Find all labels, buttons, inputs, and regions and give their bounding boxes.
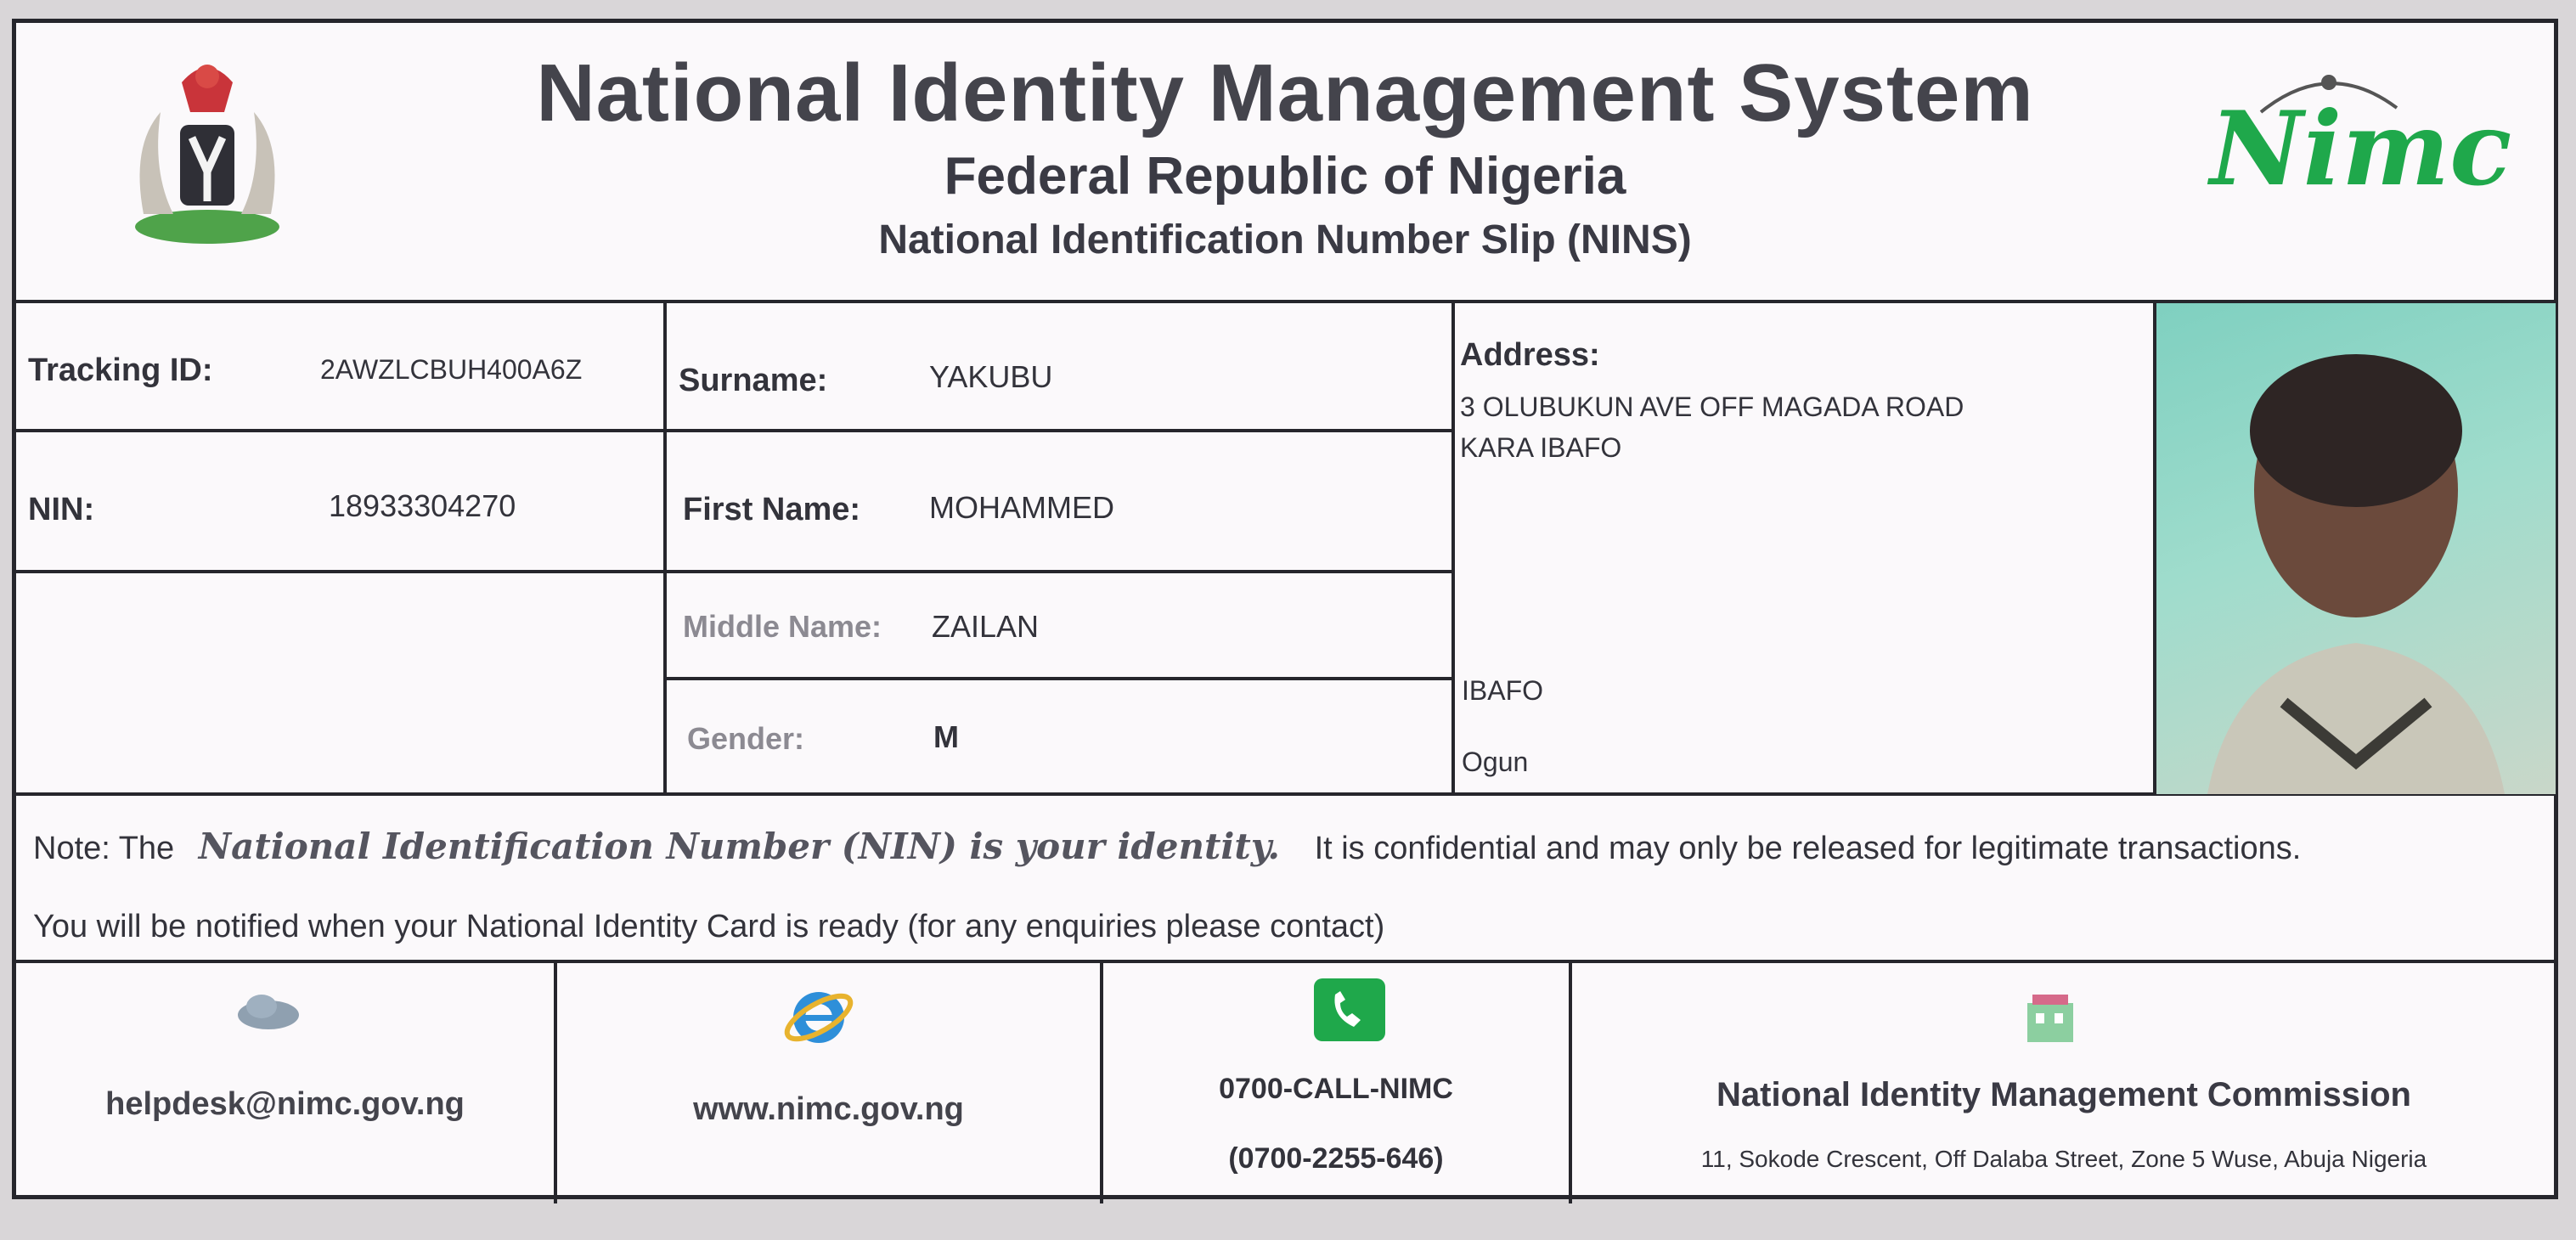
gender-value: M <box>933 719 959 754</box>
tracking-id-value: 2AWZLCBUH400A6Z <box>320 354 583 385</box>
commission-name: National Identity Management Commission <box>1716 1076 2411 1113</box>
middle-name-label: Middle Name: <box>683 609 882 644</box>
address-label: Address: <box>1460 337 1600 373</box>
nimc-logo <box>2201 48 2512 227</box>
building-icon <box>2021 991 2080 1046</box>
gender-label: Gender: <box>687 721 805 756</box>
divider <box>16 570 1455 573</box>
note-line <box>33 826 2301 867</box>
nimc-logo-text: Nimc <box>2210 89 2512 209</box>
nin-value: 18933304270 <box>329 488 516 523</box>
phone-icon <box>1311 976 1388 1044</box>
state-value: Ogun <box>1462 747 1529 777</box>
slip-header <box>16 23 2554 303</box>
divider <box>1451 300 1455 794</box>
surname-label: Surname: <box>679 363 828 398</box>
contact-phone[interactable]: 0700-CALL-NIMC <box>1219 1073 1453 1105</box>
contact-website[interactable]: www.nimc.gov.ng <box>693 1091 964 1127</box>
contact-phone-digits[interactable]: (0700-2255-646) <box>1228 1142 1444 1175</box>
first-name-value: MOHAMMED <box>929 490 1114 525</box>
town-value: IBAFO <box>1462 675 1544 706</box>
first-name-label: First Name: <box>683 492 861 527</box>
note-suffix: It is confidential and may only be released for legitimate transactions. <box>1314 831 2302 866</box>
slip-title: National Identification Number Slip (NINS) <box>878 217 1692 262</box>
page-subtitle: Federal Republic of Nigeria <box>944 147 1626 206</box>
holder-photo <box>2156 303 2556 794</box>
address-line-1: 3 OLUBUKUN AVE OFF MAGADA ROAD <box>1460 392 1964 422</box>
nins-slip <box>12 19 2558 1199</box>
divider <box>16 429 1455 432</box>
note-prefix: Note: The <box>33 831 175 866</box>
notice-line: You will be notified when your National Identity Card is ready (for any enquiries please contact) <box>33 909 1385 944</box>
middle-name-value: ZAILAN <box>932 609 1040 644</box>
divider <box>16 960 2556 963</box>
note-emphasis: National Identification Number (NIN) is your identity. <box>198 826 1280 867</box>
contact-email[interactable]: helpdesk@nimc.gov.ng <box>105 1086 465 1122</box>
internet-explorer-icon <box>781 979 857 1056</box>
page-title: National Identity Management System <box>536 48 2034 138</box>
cloud-icon <box>234 989 302 1032</box>
divider <box>554 960 557 1203</box>
nin-label: NIN: <box>28 492 95 527</box>
divider <box>667 677 1455 680</box>
address-line-2: KARA IBAFO <box>1460 432 1622 463</box>
surname-value: YAKUBU <box>929 359 1053 394</box>
divider <box>663 300 667 794</box>
tracking-id-label: Tracking ID: <box>28 352 213 388</box>
office-address: 11, Sokode Crescent, Off Dalaba Street, Zone 5 Wuse, Abuja Nigeria <box>1700 1146 2427 1172</box>
